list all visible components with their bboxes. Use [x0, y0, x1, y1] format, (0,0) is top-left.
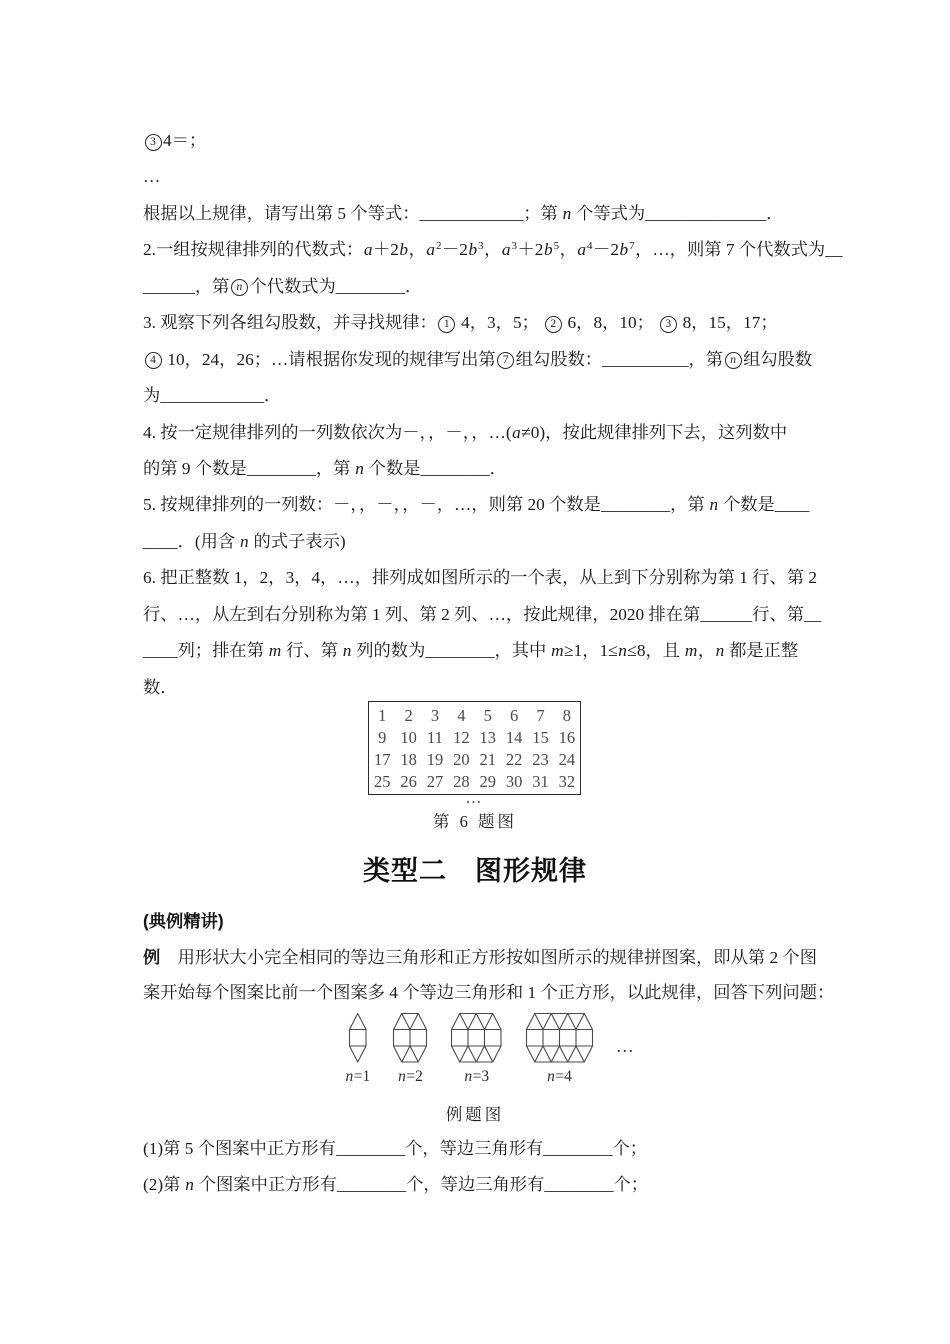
text-segment: －2 [442, 240, 468, 260]
table-cell: 14 [505, 728, 523, 747]
text-segment: n [547, 1067, 555, 1085]
text-segment: 5. 按规律排列的一列数：－，，－，，－，…，则第 20 个数是________，第 [143, 495, 709, 515]
text-segment: ≠0)，按此规律排列下去，这列数中 [521, 422, 788, 442]
text-segment: ，第 [688, 349, 724, 369]
table-cell: 27 [426, 772, 444, 791]
text-segment: 个代数式为________． [249, 276, 423, 296]
text-line [143, 597, 833, 633]
pattern-item-n2 [392, 1012, 428, 1086]
text-segment [660, 316, 677, 333]
text-segment: 个图案中正方形有________个，等边三角形有________个； [194, 1175, 649, 1195]
text-segment: 行、…，从左到右分别称为第 1 列、第 2 列、…，按此规律，2020 排在第______行、第__ [143, 604, 822, 624]
text-line [143, 451, 833, 487]
table-cell: 21 [479, 750, 496, 769]
text-line [143, 939, 833, 975]
circled-char: 7 [502, 354, 509, 367]
table-cell: 20 [453, 750, 470, 769]
text-segment: 4＝； [163, 131, 207, 150]
text-segment [438, 316, 455, 333]
table-cell: 18 [400, 750, 417, 769]
text-line [143, 560, 833, 596]
text-line [143, 487, 833, 523]
table-cell: 16 [558, 728, 576, 747]
text-segment: b [543, 240, 553, 260]
text-segment: ____．(用含 [143, 531, 240, 551]
table-row [369, 705, 580, 727]
table-cell: 8 [562, 706, 571, 725]
text-segment: ≥1，1≤ [564, 641, 618, 661]
text-segment: 10，24，26；…请根据你发现的规律写出第 [163, 349, 496, 369]
text-line [143, 342, 833, 378]
text-segment: 个等式为 [571, 203, 646, 223]
text-segment: n [342, 641, 352, 661]
text-segment: a [426, 240, 435, 260]
text-segment: n [709, 495, 719, 515]
text-segment: 5 [553, 240, 560, 253]
table-cell: 22 [505, 750, 523, 769]
table-cell: 23 [532, 750, 549, 769]
text-segment: n [355, 458, 364, 478]
text-segment: －2 [593, 240, 619, 260]
text-line [143, 633, 833, 669]
text-segment: ≤8，且 [627, 641, 685, 661]
text-segment: m [268, 641, 282, 661]
number-grid-table [368, 701, 581, 807]
circled-char: 1 [443, 317, 450, 330]
table-cell: 28 [453, 772, 470, 791]
numeric-pattern-questions [143, 123, 843, 706]
text-segment: =3 [472, 1067, 490, 1085]
text-segment [725, 352, 742, 369]
circled-char: 2 [550, 317, 557, 330]
table-cell: 24 [558, 750, 576, 769]
text-segment: ， [697, 641, 716, 661]
text-line [143, 1131, 833, 1167]
text-line [143, 159, 833, 195]
text-segment: 组勾股数： [515, 349, 603, 369]
text-segment: 案开始每个图案比前一个图案多 4 个等边三角形和 1 个正方形，以此规律，回答下列问题： [143, 983, 835, 1003]
table-cell: 7 [536, 706, 545, 725]
text-segment: ______，第 [143, 276, 230, 296]
text-line [143, 232, 843, 268]
text-segment [145, 352, 162, 369]
circled-char: 3 [150, 135, 156, 148]
text-segment: 3 [511, 240, 518, 253]
text-segment: ， [408, 240, 426, 260]
text-segment: (1)第 5 个图案中正方形有________个，等边三角形有________个； [143, 1139, 648, 1158]
text-segment: 2 [436, 240, 442, 253]
text-segment: a [577, 240, 587, 260]
text-segment: ，…，则第 7 个代数式为__ [635, 240, 843, 260]
text-segment: m [684, 641, 698, 661]
text-segment: 用形状大小完全相同的等边三角形和正方形按如图所示的规律拼图案，即从第 2 个图 [160, 948, 817, 967]
pattern-item-n4 [525, 1012, 594, 1086]
text-segment: n [398, 1067, 406, 1085]
text-line [143, 123, 833, 159]
text-segment: 4 [587, 240, 593, 253]
table-caption: 第 6 题图 [433, 812, 517, 831]
text-segment: =4 [555, 1067, 572, 1085]
table-cell: 15 [532, 728, 549, 747]
text-line [143, 305, 833, 341]
text-segment: ＋2 [517, 240, 544, 260]
text-segment: =2 [406, 1067, 423, 1085]
text-segment: a [501, 240, 511, 260]
table-cell: 10 [400, 728, 417, 747]
table-cell: 4 [457, 706, 466, 725]
text-segment: 7 [629, 240, 635, 253]
text-segment: 根据以上规律，请写出第 5 个等式： [143, 203, 420, 223]
table-ellipsis: … [465, 790, 484, 807]
table-cell: 5 [483, 706, 492, 725]
text-segment: 6，8，10； [563, 313, 659, 333]
text-line [143, 1167, 833, 1203]
table-cell: 26 [400, 772, 417, 791]
text-segment: a [512, 422, 521, 442]
text-segment: 组勾股数 [743, 349, 813, 369]
text-line [143, 378, 833, 414]
text-segment: =1 [353, 1067, 371, 1085]
table-cell: 31 [532, 772, 549, 791]
table-cell: 30 [505, 772, 523, 791]
table-cell: 29 [479, 772, 496, 791]
text-segment: 数． [143, 677, 178, 697]
example-statement [143, 939, 833, 1012]
pattern-svg [450, 1012, 503, 1064]
table-cell: 6 [509, 706, 519, 725]
text-segment: ， [484, 240, 502, 260]
example-tag: (典例精讲) [143, 911, 224, 931]
text-line [143, 524, 833, 560]
text-segment: 6. 把正整数 1，2，3，4，…，排列成如图所示的一个表，从上到下分别称为第 1 行、第 2 [143, 568, 817, 588]
table-cell: 32 [558, 772, 576, 791]
pattern-svg [392, 1012, 428, 1064]
text-line [143, 415, 833, 451]
text-segment: n [345, 1067, 354, 1085]
table-cell: 1 [378, 706, 387, 725]
text-segment: ． [766, 203, 784, 223]
text-segment: 个数是________． [364, 458, 507, 478]
pattern-figure [345, 1012, 637, 1086]
text-segment: ＋2 [372, 240, 399, 260]
text-line [143, 196, 833, 232]
text-segment: 为____________． [143, 386, 282, 406]
text-segment: __________ [602, 349, 689, 369]
pattern-label [547, 1068, 572, 1086]
text-segment: ______________ [645, 203, 767, 223]
pattern-svg [525, 1012, 594, 1064]
text-segment: b [468, 240, 478, 260]
text-segment: n [185, 1175, 194, 1195]
table-cell: 17 [373, 750, 391, 769]
table-row [369, 749, 580, 771]
text-segment [145, 134, 162, 151]
text-segment: m [551, 641, 564, 661]
text-segment: n [464, 1067, 473, 1085]
table-cell: 13 [479, 728, 496, 747]
text-segment: 例 [143, 947, 161, 967]
figure-sub-questions [143, 1131, 833, 1204]
text-segment: n [715, 641, 725, 661]
text-segment: 个数是____ [718, 495, 810, 515]
table-cell: 25 [373, 772, 391, 791]
table-cell: 9 [378, 728, 387, 747]
text-segment: 4，3，5； [456, 313, 544, 333]
text-segment: 3. 观察下列各组勾股数，并寻找规律： [143, 313, 437, 333]
figure-caption: 例题图 [445, 1105, 505, 1124]
pattern-label [398, 1068, 423, 1086]
table-cell: 19 [426, 750, 444, 769]
text-line [143, 975, 833, 1011]
pattern-item-n3 [450, 1012, 503, 1086]
text-segment: 列的数为________，其中 [351, 641, 551, 661]
pattern-item-n1 [345, 1012, 370, 1086]
text-segment: 都是正整 [724, 641, 799, 661]
text-segment [497, 352, 514, 369]
text-segment: ____列；排在第 [143, 641, 269, 661]
circled-char: n [730, 354, 736, 367]
text-segment: 的式子表示) [249, 531, 346, 551]
text-segment: 2.一组按规律排列的代数式： [143, 240, 364, 260]
text-segment: ；第 [523, 203, 563, 223]
pattern-svg [348, 1012, 368, 1064]
text-segment: 4. 按一定规律排列的一列数依次为－，，－，，…( [143, 422, 512, 442]
text-line [143, 269, 833, 305]
circled-char: 3 [665, 317, 672, 330]
text-segment: ____________ [419, 203, 524, 223]
table-cell: 11 [426, 728, 443, 747]
text-segment: b [399, 240, 409, 260]
text-segment: n [239, 531, 249, 551]
text-segment [231, 279, 248, 296]
section-heading: 类型二 图形规律 [363, 856, 587, 886]
text-segment: n [562, 203, 572, 223]
text-segment: n [618, 641, 627, 661]
circled-char: n [236, 281, 243, 294]
text-segment: 行、第 [281, 641, 343, 661]
text-segment: … [143, 167, 161, 187]
circled-char: 4 [150, 354, 156, 367]
text-segment: 8，15，17； [678, 313, 778, 333]
table-cell: 3 [430, 706, 440, 725]
text-segment [545, 316, 562, 333]
text-segment: (2)第 [143, 1175, 185, 1195]
text-segment: 的第 9 个数是________，第 [143, 458, 355, 478]
text-segment: ， [559, 240, 577, 260]
pattern-label [464, 1068, 489, 1086]
table-cell: 2 [404, 706, 413, 725]
text-segment: b [619, 240, 629, 260]
figure-ellipsis: … [615, 1036, 637, 1056]
table-cell: 12 [453, 728, 470, 747]
text-segment: a [363, 240, 373, 260]
text-segment: 3 [478, 240, 484, 253]
pattern-label [345, 1068, 370, 1086]
table-row [369, 727, 580, 749]
